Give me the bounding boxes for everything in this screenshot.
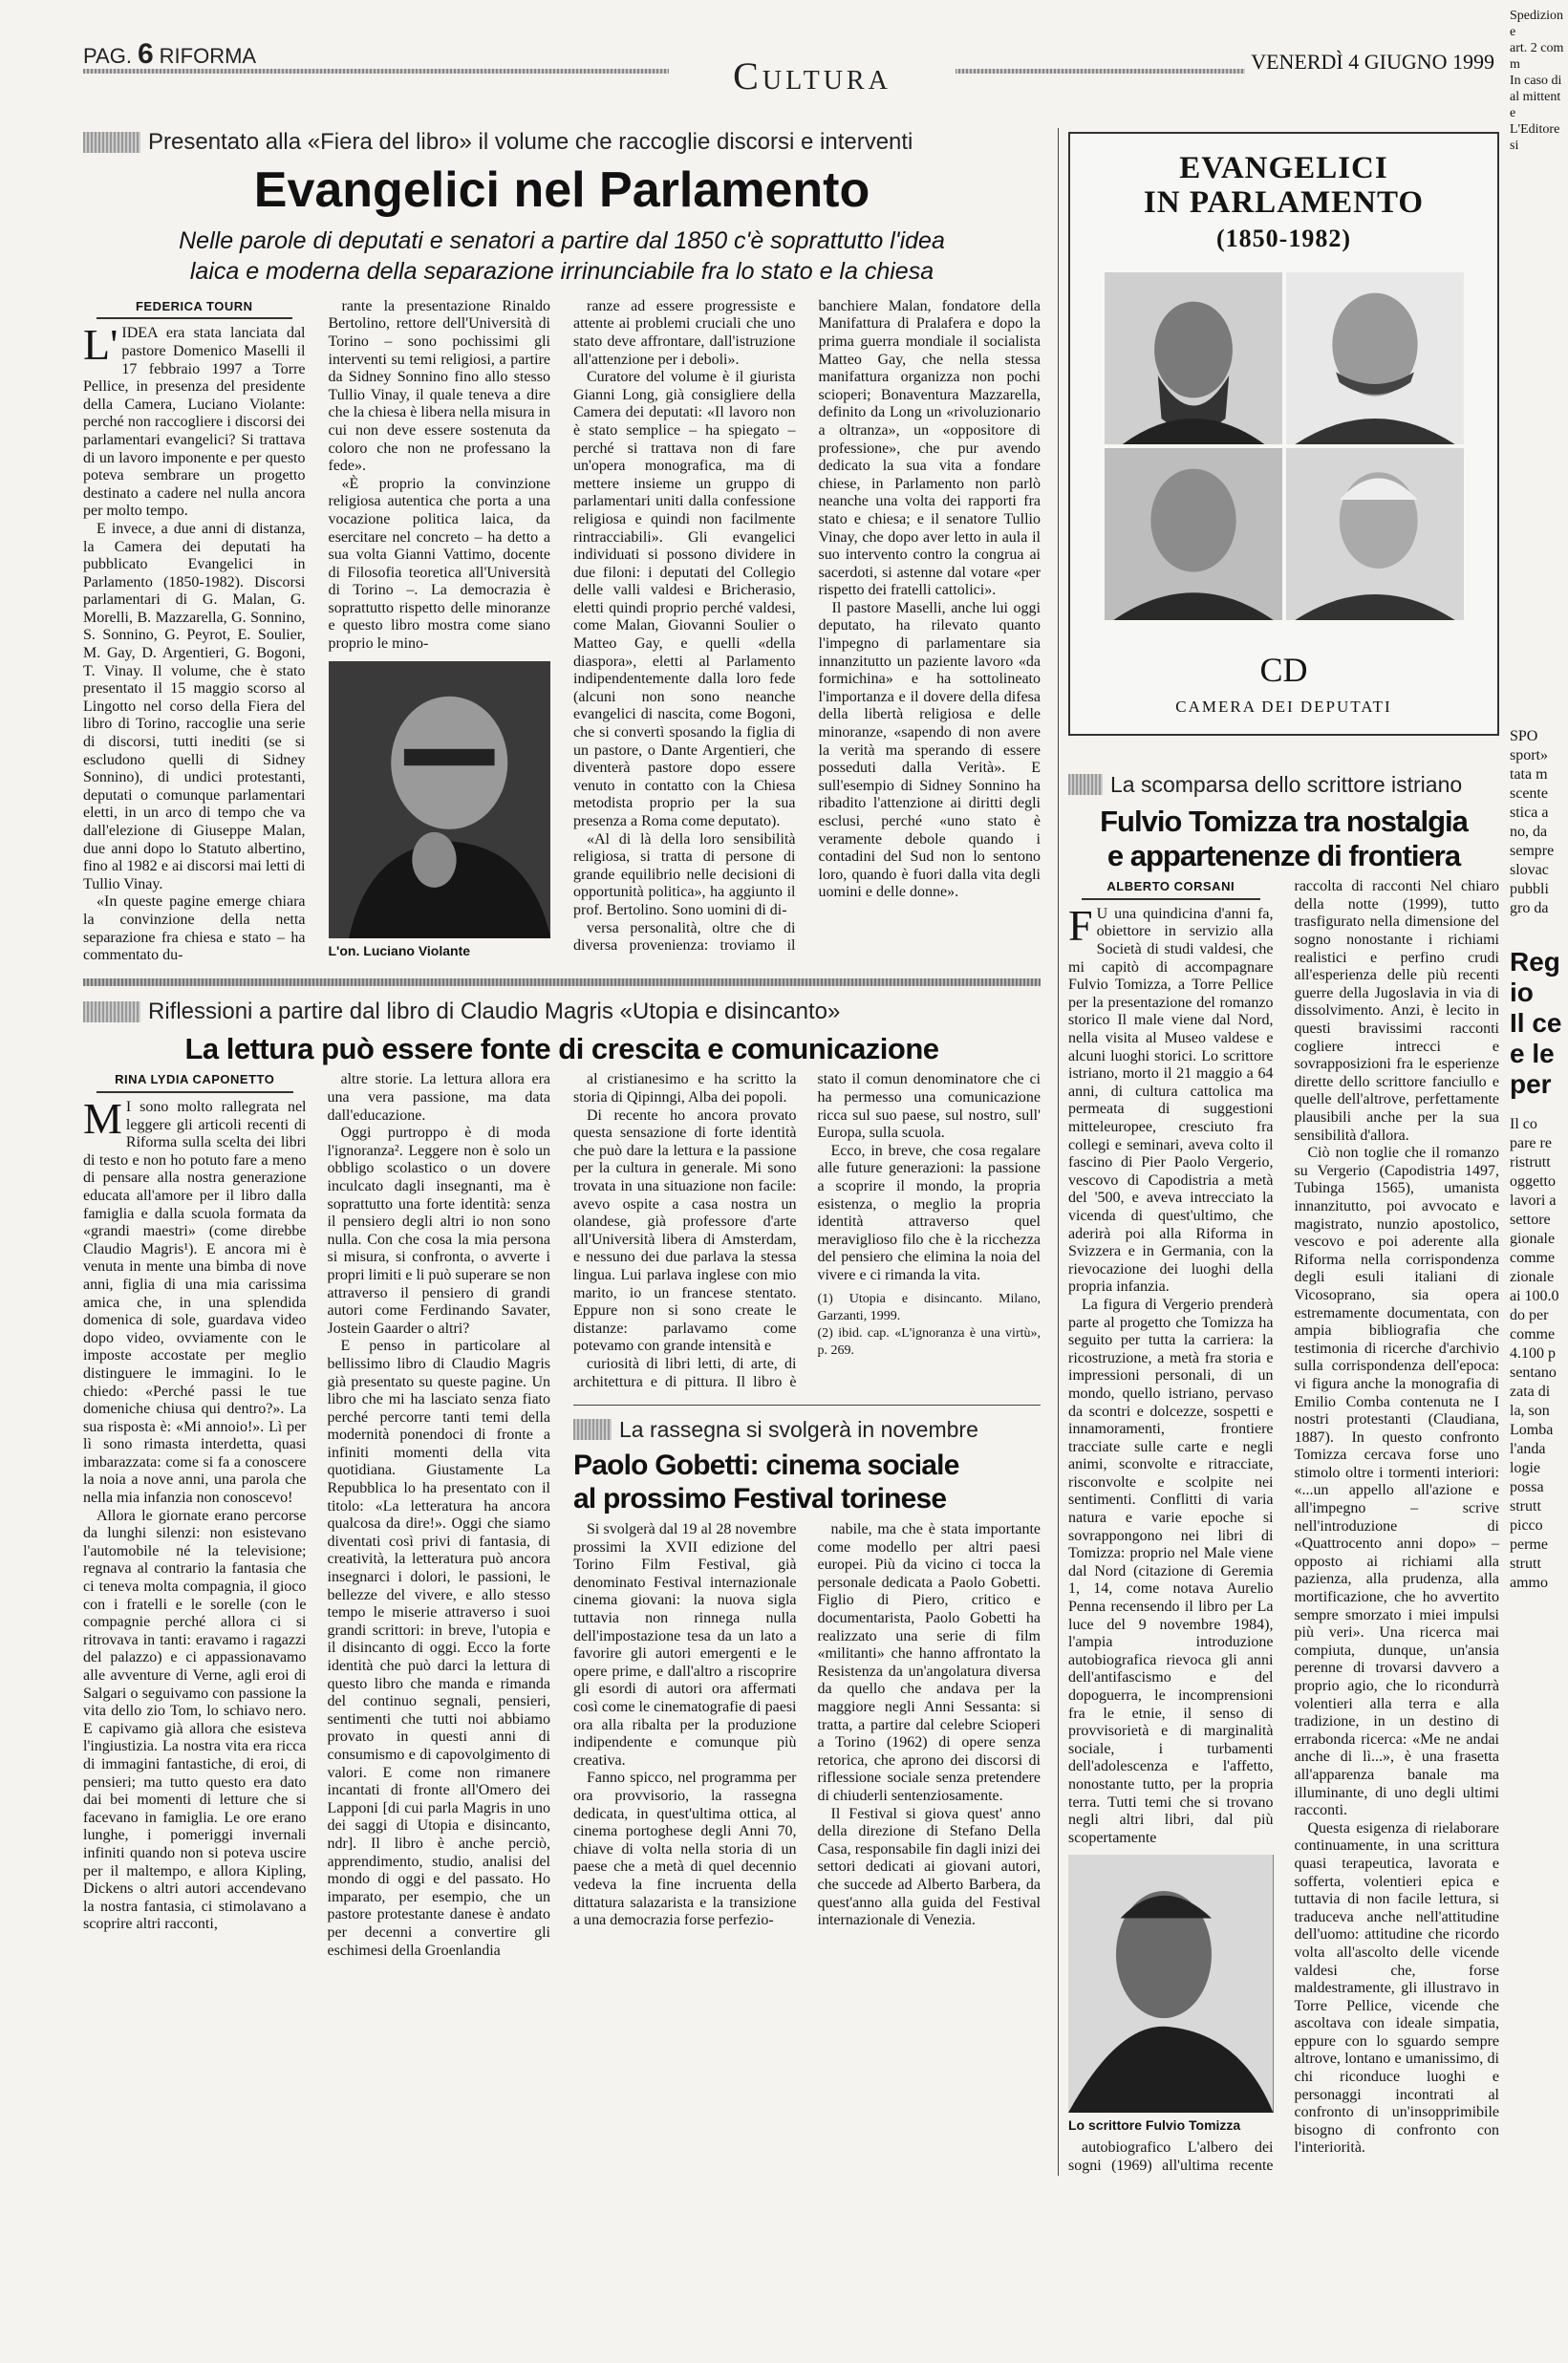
text-line: logie: [1510, 1460, 1540, 1476]
author-byline: RINA LYDIA CAPONETTO: [97, 1071, 293, 1093]
text-line: settore: [1510, 1212, 1551, 1228]
article-column: [1068, 900, 1274, 1847]
paragraph: Ciò non toglie che il romanzo su Vergerio (Capodistria 1497, Tubinga 1565), umanista innanzitutto, poi avvocato e magistrato, nunzio apostolico, vescovo e poi aderente alla Riforma nella corrispondenza degli esuli italiani di Vicosoprano, sia opera estremamente documentata, con ampia bibliografia che testimonia di ricerche d'archivio sulla corrispondenza dell'epoca: vi figura anche la monografia di Emilio Comba contenuta ne I nostri protestanti (Claudiana, 1887). In questo confronto Tomizza cercava forse uno stimolo oltre i tormenti interiori: «...un appello all'azione e all'impegno – scrive nell'introduzione di «Quattrocento anni dopo» – opposto ai richiami alla pazienza, alla prudenza, alla mortificazione, che ho avvertito sempre smorzato i miei impulsi più veri». Una ricerca mai compiuta, dunque, un'ansia perenne di trovarsi davvero a proprio agio, che lo ricondurrà volentieri alla terra e alla tradizione, in un destino di errabonda ricerca: «Me ne andai anche di lì...», è una frasetta all'apparenza banale ma illuminante, di uno degli ultimi racconti.: [1294, 1145, 1499, 1819]
text-line: gionale: [1510, 1231, 1556, 1247]
text-line: 4.100 p: [1510, 1345, 1556, 1362]
article-kicker: [1068, 770, 1499, 799]
article-column: [573, 1071, 797, 1356]
portrait-image: [1286, 272, 1464, 444]
spacer: [1068, 736, 1499, 770]
article-column: [573, 1521, 797, 1930]
text-line: ristrutt: [1510, 1154, 1551, 1171]
paragraph: E penso in particolare al bellissimo libro di Claudio Magris già presentato su queste pagine. Un libro che mi ha lasciato senza fiato perché percorre tanti temi della modernità ponendoci di fronte a infiniti momenti della vita quotidiana. Giustamente La Repubblica lo ha presentato con il titolo: «La letteratura ha ancora qualcosa da dire!». Oggi che siamo diventati così privi di fantasia, di creatività, la letteratura può ancora insegnarci i dolori, le passioni, le bellezze del vivere, e allo stesso tempo le miserie attraverso i suoi grandi scrittori: in breve, l'utopia e il disincanto di oggi. Ecco la forte identità che può darci la lettura di questo libro che manda e rimanda del continuo segnali, pensieri, sentimenti che tutti noi abbiamo provato in questi anni di consumismo e di capovolgimento di valori. E come non rimanere incantati di fronte all'Omero dei Lapponi [di cui parla Magris in uno dei saggi di Utopia e disincanto, ndr]. Il libro è anche perciò, apprendimento, studio, analisi del mondo di oggi e del passato. Ho imparato, per esempio, che un pastore protestante danese è andato per decenni a convertire gli eschimesi della Groenlandia: [327, 1338, 550, 1959]
section-divider: [83, 978, 1041, 986]
text-line: ai 100.0: [1510, 1288, 1559, 1304]
book-years: (1850-1982): [1216, 225, 1351, 252]
article-deck: [83, 226, 1041, 287]
text-line: L'Editore si: [1510, 122, 1560, 153]
article-kicker: [573, 1415, 1041, 1444]
headline-text: Fulvio Tomizza tra nostalgia: [1100, 805, 1468, 838]
section-divider: [573, 1405, 1041, 1406]
deck-line: Nelle parole di deputati e senatori a partire dal 1850 c'è soprattutto l'idea: [179, 226, 945, 254]
text-line: strutt: [1510, 1498, 1541, 1514]
deck-line: laica e moderna della separazione irrinunciabile fra lo stato e la chiesa: [189, 257, 934, 285]
text-line: possa: [1510, 1479, 1544, 1495]
portrait-image: [329, 661, 551, 938]
kicker-bar: [83, 132, 140, 153]
newspaper-name: RIFORMA: [159, 44, 257, 68]
paragraph: autobiografico L'albero dei sogni (1969) all'ultima recente raccolta di racconti Nel chiaro della notte (1999), tutto trasfigurato nella dimensione del sogno nonostante i richiami realistici e perfino crudi all'esperienza delle più recenti guerre della Jugoslavia in via di dissolvimento. Anzi, è lecito in questi bravissimi racconti cogliere intrecci e sovrapposizioni fra le esperienze dirette dello scrittore fanciullo e quelle dell'altrove, perfettamente plausibili anche per la sua sensibilità d'allora.: [1068, 878, 1499, 2174]
text-line: sempre: [1510, 843, 1555, 859]
text-line: Spedizione: [1510, 9, 1563, 39]
text-line: ammo: [1510, 1575, 1548, 1591]
paragraph: FU una quindicina d'anni fa, obiettore in servizio alla Società di studi valdesi, che mi capitò di accompagnare Fulvio Tomizza, a Torre Pellice per la presentazione del romanzo storico Il male viene dal Nord, nella visita al Museo valdese e alcuni luoghi storici. Lo scrittore istriano, morto il 21 maggio a 64 anni, di cultura cattolica ma permeata di suggestioni mitteleuropee, cresciuto fra collegi e seminari, aveva colto il fascino di Pier Paolo Vergerio, vescovo di Capodistria a metà del '500, e aveva intrecciato la vicenda di quest'ultimo, che aderirà poi alla Riforma in Svizzera e in Germania, con la rievocazione dei luoghi della propria infanzia.: [1068, 900, 1274, 1296]
paragraph: Allora le giornate erano percorse da lunghi silenzi: non esistevano l'automobile né la televisione; regnava al contrario la fantasia che ci teneva molta compagnia, il gioco con i fratelli e le sorelle (con le compagnie perché allora ci si ritrovava in tanti: eravamo i ragazzi del palazzo) e ci appassionavamo alle avventure di Verne, agli eroi di Salgari o seguivamo con passione la vita dello zio Tom, lo schiavo nero. E capivamo già allora che esisteva l'ingiustizia. La nostra vita era ricca di immagini fantastiche, di eroi, di pensieri; ma tutto questo era dato dai bei momenti di letture che si facevano in famiglia. Le ore erano lunghe, i pomeriggi invernali infiniti quando non si poteva uscire per il maltempo, e allora Kipling, Dickens o altri autori accendevano la nostra fantasia, ci stimolavano a scoprire altri racconti,: [83, 1507, 307, 1933]
photo-caption: Lo scrittore Fulvio Tomizza: [1068, 2117, 1241, 2134]
kicker-text: Presentato alla «Fiera del libro» il volume che raccoglie discorsi e interventi: [148, 129, 913, 155]
article-body: [83, 298, 1041, 965]
text-line: strutt: [1510, 1556, 1541, 1572]
text-line: e le: [1510, 1039, 1555, 1068]
text-line: zionale: [1510, 1269, 1555, 1285]
paragraph: Oggi purtroppo è di moda l'ignoranza². Leggere non è solo un obbligo scolastico o un dovere inculcato dagli insegnanti, ma è soprattutto una forte identità: senza il pensiero degli altri io non sono nulla. Con che cosa la mia persona si misura, si confronta, o avverte i propri limiti e li può superare se non attraverso il pensiero di grandi autori come Ferdinando Savater, Jostein Gaarder o altri?: [327, 1125, 550, 1337]
paragraph: Questa esigenza di rielaborare continuamente, in una scrittura quasi terapeutica, lavorata e sofferta, volentieri epica e tuttavia di non facile lettura, si traduceva anche nell'attitudine dell'uomo: attitudine che ricordo volta all'ascolto delle vicende valdesi che, forse maldestramente, gli illustravo in Torre Pellice, vicende che ascoltava con ideale simpatia, eppure con lo sguardo sempre altrove, lontano e umanissimo, di chi riconduce luoghi e personaggi incontrati al confronto di un'insopprimibile bisogno di confronto con l'interiorità.: [1294, 1819, 1499, 2157]
portrait-image: [1286, 448, 1464, 620]
article-headline: [1068, 805, 1499, 872]
page-body: [83, 128, 1500, 2176]
text-line: scente: [1510, 785, 1548, 802]
section-title: Cultura: [669, 54, 956, 98]
issue-date: VENERDÌ 4 GIUGNO 1999: [1245, 50, 1500, 75]
text-line: sentano: [1510, 1364, 1557, 1381]
kicker-text: La scomparsa dello scrittore istriano: [1110, 772, 1463, 797]
article-evangelici: [83, 128, 1041, 965]
photo-luciano-violante: [329, 661, 551, 938]
portrait-image: [1068, 1855, 1274, 2113]
book-title-line: IN PARLAMENTO: [1143, 185, 1425, 220]
footnote: (2) ibid. cap. «L'ignoranza è una virtù», p. 269.: [817, 1325, 1041, 1358]
kicker-bar: [83, 1001, 140, 1022]
text-line: pare re: [1510, 1135, 1552, 1151]
author-byline: FEDERICA TOURN: [97, 298, 292, 320]
article-column: [573, 298, 796, 920]
text-line: Il ce: [1510, 1008, 1562, 1038]
article-body: [573, 1521, 1041, 1930]
kicker-bar: [1068, 774, 1103, 795]
paragraph: versa personalità, oltre che di diversa provenienza: troviamo il banchiere Malan, fondatore della Manifattura di Pralafera e dopo la prima guerra mondiale il socialista Matteo Gay, che nella stessa manifattura organizza non pochi scioperi; Bonaventura Mazzarella, definito da Long un «rivoluzionario a oltranza», un «oppositore di professione», che pur avendo dedicato la sua vita a fondare chiese, in Parlamento non parlò neanche una volta dei rapporti fra stato e chiesa; e il senatore Tullio Vinay, che dopo aver letto in aula il suo intervento contro la congrua ai sacerdoti, si astenne dal votare «per rispetto dei fratelli cattolici».: [573, 297, 1041, 955]
article-kicker: [83, 128, 1041, 157]
headline-text: Paolo Gobetti: cinema sociale: [573, 1450, 959, 1482]
kicker-text: Riflessioni a partire dal libro di Claudio Magris «Utopia e disincanto»: [148, 998, 841, 1024]
article-column: [328, 1071, 551, 1960]
paragraph: altre storie. La lettura allora era una vera passione, ma data dall'educazione.: [327, 1071, 550, 1124]
publisher-name: CAMERA DEI DEPUTATI: [1175, 698, 1392, 716]
paragraph: Il pastore Maselli, anche lui oggi deputato, ha rilevato quanto l'impegno di parlamentare sia innanzitutto un paziente lavoro «da formichina» e ha sottolineato l'importanza e il dovere della difesa della libertà religiosa e delle minoranze, «sapendo di non avere la verità ma sperando di essere posseduti dalla Verità». E sull'esempio di Sidney Sonnino ha ribadito l'attenzione ai diritti degli esclusi, perché «uno stato è veramente debole quando i contadini del Sud non lo sentono loro, quando è fuori dalla vita degli uomini e delle donne».: [818, 599, 1041, 901]
headline-text: e appartenenze di frontiera: [1106, 838, 1461, 872]
article-headline: [573, 1450, 1041, 1515]
photo-fulvio-tomizza: [1068, 1855, 1274, 2113]
text-line: Il co: [1510, 1116, 1537, 1132]
text-line: al mittente: [1510, 90, 1561, 120]
text-line: perme: [1510, 1536, 1548, 1553]
paragraph: Il Festival si giova quest' anno della direzione di Stefano Della Casa, responsabile fin dagli inizi dei settori dedicati ai giovani autori, che succede ad Alberto Barbera, da quest'anno alla guida del Festival internazionale di Venezia.: [817, 1805, 1041, 1929]
paragraph: L'IDEA era stata lanciata dal pastore Domenico Maselli il 17 febbraio 1997 a Torre Pellice, in presenza del presidente della Camera, Luciano Violante: perché non raccogliere i discorsi dei parlamentari evangelici? Si trattava di un lavoro imponente e per questo poteva sembrare un progetto destinato a cadere nel nulla ancora per molto tempo.: [83, 320, 306, 520]
paragraph: «Al di là della loro sensibilità religiosa, si tratta di persone di grande equilibrio nelle decisioni di opportunità politica», ha aggiunto il prof. Bertolino. Sono uomini di di-: [573, 830, 796, 918]
photo-caption: L'on. Luciano Violante: [328, 942, 471, 958]
paragraph: Si svolgerà dal 19 al 28 novembre prossimi la XVII edizione del Torino Film Festival, già denominato Festival internazionale cinema giovani: la nuova sigla tuttavia non rinnega nulla dell'impostazione tesa da un lato a favorire gli autori emergenti e le opere prime, e dall'altro a riscoprire gli esordi di autori ora affermati così come le cinematografie di paesi ora alla ribalta per la produzione indipendente e comunque più creativa.: [573, 1521, 797, 1769]
paragraph: La figura di Vergerio prenderà parte al progetto che Tomizza ha seguito per tutta la carriera: la ricostruzione, a metà fra storia e impressioni personali, di un mondo, quello istriano, pervaso da scontri e dolcezze, sospetti e innamoramenti, frontiere tracciate sulle carte e negli animi, sconvolte e ritracciate, risconvolte e scolpite nei sentimenti. Conflitti di varia natura e varie epoche si sovrappongono nei libri di Tomizza: proprio nel Male viene dal Nord (citazione di Geremia 1, 14, come notava Aurelio Penna recensendo il libro per La luce del 9 novembre 1984), l'ampia introduzione autobiografica rievoca gli anni dell'antifascismo e del dopoguerra, le incomprensioni fra le etnie, il senso di provvisorietà e di marginalità sociale, i turbamenti dell'adolescenza e l'affetto, nonostante tutto, per la propria terra. Tutti temi che si trovano negli altri libri, dal più scopertamente: [1068, 1296, 1274, 1846]
adjacent-page-headline: [1510, 947, 1565, 1100]
text-line: SPO: [1510, 728, 1538, 744]
text-line: comme: [1510, 1250, 1556, 1266]
paragraph: Di recente ho ancora provato questa sensazione di forte identità che può dare la lettura e la passione per la cultura in generale. Mi sono trovata in una situazione non facile: avevo ospite a casa nostra un olandese, già professore d'arte all'Università libera di Amsterdam, e nessuno dei due parlava la stessa lingua. Lui parlava inglese con mio marito, io un francese stentato. Eppure non si sono create le distanze: parlavamo come potevamo con grande intensità e: [573, 1106, 797, 1355]
paragraph: curiosità di libri letti, di arte, di architettura e di pittura. Il libro è stato il comun denominatore che ci ha permesso una comunicazione ricca sul suo paese, sul nostro, sull' Europa, sulla scuola.: [573, 1071, 1041, 1390]
portrait-grid: [1105, 272, 1464, 620]
article-body: [573, 1071, 1041, 1391]
publisher-logo: CD: [1259, 651, 1308, 689]
text-line: la, son: [1510, 1403, 1550, 1419]
article-body: [83, 1071, 550, 1960]
paragraph: ranze ad essere progressiste e attente ai problemi cruciali che uno stato deve affrontare, dall'istruzione all'attenzione per i deboli».: [573, 297, 796, 368]
adjacent-page-fragment: [1510, 727, 1565, 918]
article-body: [1068, 878, 1499, 2175]
footnote: (1) Utopia e disincanto. Milano, Garzanti, 1999.: [817, 1291, 1041, 1323]
paragraph: al cristianesimo e ha scritto la storia di Qipinngi, Alba dei popoli.: [573, 1071, 797, 1106]
headline-text: al prossimo Festival torinese: [573, 1482, 947, 1514]
paragraph: rante la presentazione Rinaldo Bertolino, rettore dell'Università di Torino – sono pochissimi gli interventi su temi religiosi, a partire da Sidney Sonnino fino allo stesso Tullio Vinay, il quale teneva a dire che la chiesa è libera nella misura in cui non deve essere sostenuta da coloro che non ne professano la fede».: [328, 297, 550, 475]
article-column: [83, 320, 306, 964]
author-byline: ALBERTO CORSANI: [1082, 878, 1260, 900]
paragraph: «In queste pagine emerge chiara la convinzione della netta separazione fra chiesa e stato – ha commentato du-: [83, 893, 306, 964]
paragraph: Ecco, in breve, che cosa regalare alle future generazioni: la passione a scoprire il mondo, la propria esistenza, o meglio la propria identità attraverso quel meraviglioso filo che è la ricchezza del pensiero che elimina la noia del vivere e ci rimanda la vita.: [817, 1142, 1041, 1283]
magris-gobetti-area: [83, 1071, 1041, 1960]
kicker-bar: [573, 1419, 612, 1440]
text-line: stica a: [1510, 805, 1549, 821]
footnotes: [818, 1291, 1042, 1360]
page-label-text: PAG.: [83, 44, 132, 68]
text-line: lavori a: [1510, 1192, 1557, 1209]
paragraph: E invece, a due anni di distanza, la Camera dei deputati ha pubblicato Evangelici in Parlamento (1850-1982). Discorsi parlamentari di G. Malan, G. Morelli, B. Mazzarella, G. Sonnino, S. Sonnino, G. Peyrot, E. Soulier, M. Gay, D. Argentieri, G. Bogoni, T. Vinay. Il volume, che è stato presentato il 15 maggio scorso al Lingotto nel corso della Fiera del libro di Torino, raccoglie una serie di discorsi, tutti inediti (se si escludono quelli di Sidney Sonnino), di undici protestanti, deputati o comunque parlamentari eletti, in un arco di tempo che va dall'elezione di Giuseppe Malan, due anni dopo lo Statuto albertino, fino al 1982 e ai discorsi mai letti di Tullio Vinay.: [83, 520, 306, 892]
paragraph: «È proprio la convinzione religiosa autentica che porta a una vocazione politica laica, da esercitare nel concreto – ha detto a sua volta Gianni Vattimo, docente di Filosofia teoretica all'Università di Torino –. La democrazia è soprattutto rispetto delle minoranze e questo libro mostra come siano proprio le mino-: [328, 475, 550, 653]
text-line: tata m: [1510, 766, 1548, 783]
text-line: Lomba: [1510, 1422, 1554, 1438]
page-number: 6: [137, 38, 154, 70]
article-column: [83, 1094, 307, 1934]
right-subarea: [573, 1071, 1041, 1929]
book-title-line: EVANGELICI: [1179, 151, 1388, 185]
article-column: [818, 1521, 1042, 1930]
text-line: sport»: [1510, 747, 1548, 763]
left-area: [83, 128, 1041, 1960]
text-line: no, da: [1510, 824, 1548, 840]
text-line: oggetto: [1510, 1173, 1556, 1190]
text-line: gro da: [1510, 900, 1549, 916]
text-line: art. 2 comm: [1510, 41, 1564, 72]
portrait-image: [1105, 448, 1282, 620]
article-column: [329, 298, 551, 654]
text-line: Regio: [1510, 947, 1560, 1007]
text-line: l'anda: [1510, 1441, 1546, 1457]
text-line: zata di: [1510, 1384, 1551, 1400]
paragraph: Curatore del volume è il giurista Gianni Long, già consigliere della Camera dei deputati: «Il lavoro non è stato semplice – ha spiegato – perché si trattava non di fare un'opera monografica, ma di mettere insieme un gruppo di parlamentari uniti dalla confessione religiosa e quindi non facilmente rintracciabili». Gli evangelici individuati si possono dividere in due filoni: i deputati del Collegio delle valli valdesi e Bricherasio, eletti quindi proprio perché valdesi, come Malan, Giovanni Soulier o Matteo Gay, e quelli «della diaspora», eletti al Parlamento indipendentemente dalla loro fede (alcuni non sono neanche evangelici di nascita, come Bogoni, che si convertì sposando la figlia di un pastore, o Dante Argentieri, che diventerà pastore dopo essere venuto in contatto con la Chiesa metodista proprio per la sua presenza a Roma come deputato).: [573, 369, 796, 830]
article-headline: Evangelici nel Parlamento: [253, 162, 870, 218]
text-line: slovac: [1510, 862, 1549, 878]
adjacent-page-fragment: [1510, 8, 1565, 154]
text-line: do per: [1510, 1307, 1549, 1323]
article-kicker: [83, 998, 1041, 1026]
text-line: comme: [1510, 1326, 1556, 1343]
book-cover: [1068, 132, 1499, 736]
text-line: pubbli: [1510, 881, 1549, 897]
text-line: picco: [1510, 1517, 1543, 1534]
page-label: [83, 38, 256, 71]
text-line: In caso di: [1510, 74, 1562, 88]
text-line: per: [1510, 1069, 1552, 1099]
paragraph: Fanno spicco, nel programma per ora provvisorio, la rassegna dedicata, in quest'ultima ottica, al cinema portoghese degli Anni 70, chiave di volta nella storia di un paese che a metà di quel decennio vedeva la fine incruenta della dittatura salazarista e la transizione a una democrazia forse perfezio-: [573, 1770, 797, 1929]
adjacent-page-strip: [1510, 8, 1565, 1593]
adjacent-page-fragment: [1510, 1115, 1565, 1593]
right-area: [1058, 128, 1499, 2176]
portrait-image: [1105, 272, 1282, 444]
article-headline: La lettura può essere fonte di crescita e comunicazione: [184, 1031, 939, 1065]
kicker-text: La rassegna si svolgerà in novembre: [619, 1417, 978, 1443]
paragraph: nabile, ma che è stata importante come modello per altri paesi europei. Più da vicino ci tocca la personale dedicata a Paolo Gobetti. Figlio di Piero, critico e documentarista, Paolo Gobetti ha realizzato una serie di film «militanti» che hanno affrontato la Resistenza da un'angolatura diversa da quello che andava per la maggiore negli Anni Sessanta: si tratta, a partire dal celebre Scioperi a Torino (1962) di opere senza retorica, che aprono dei discorsi di riflessione sociale senza pretendere di chiuderli sentenziosamente.: [817, 1521, 1041, 1804]
paragraph: MI sono molto rallegrata nel leggere gli articoli recenti di Riforma sulla scelta dei libri di testo e non ho potuto fare a meno di pensare alla nostra generazione educata all'amore per il libro dalla famiglia e dalla scuola formata da «grandi maestri» (come direbbe Claudio Magris¹). E ancora mi è venuta in mente una bimba di nove anni, figlia di una mia carissima amica che, in una splendida domenica di sole, guardava video dopo video, ovviamente con le imposte accostate per meglio distinguere le immagini. Io le chiedo: «Perché passi le tue domeniche chiusa qui dentro?». La sua risposta è: «Mi annoio!». Lì per lì sono rimasta interdetta, quasi imbarazzata: come si fa a conoscere la noia a nove anni, una parola che nella mia infanzia non conoscevo!: [83, 1094, 307, 1507]
